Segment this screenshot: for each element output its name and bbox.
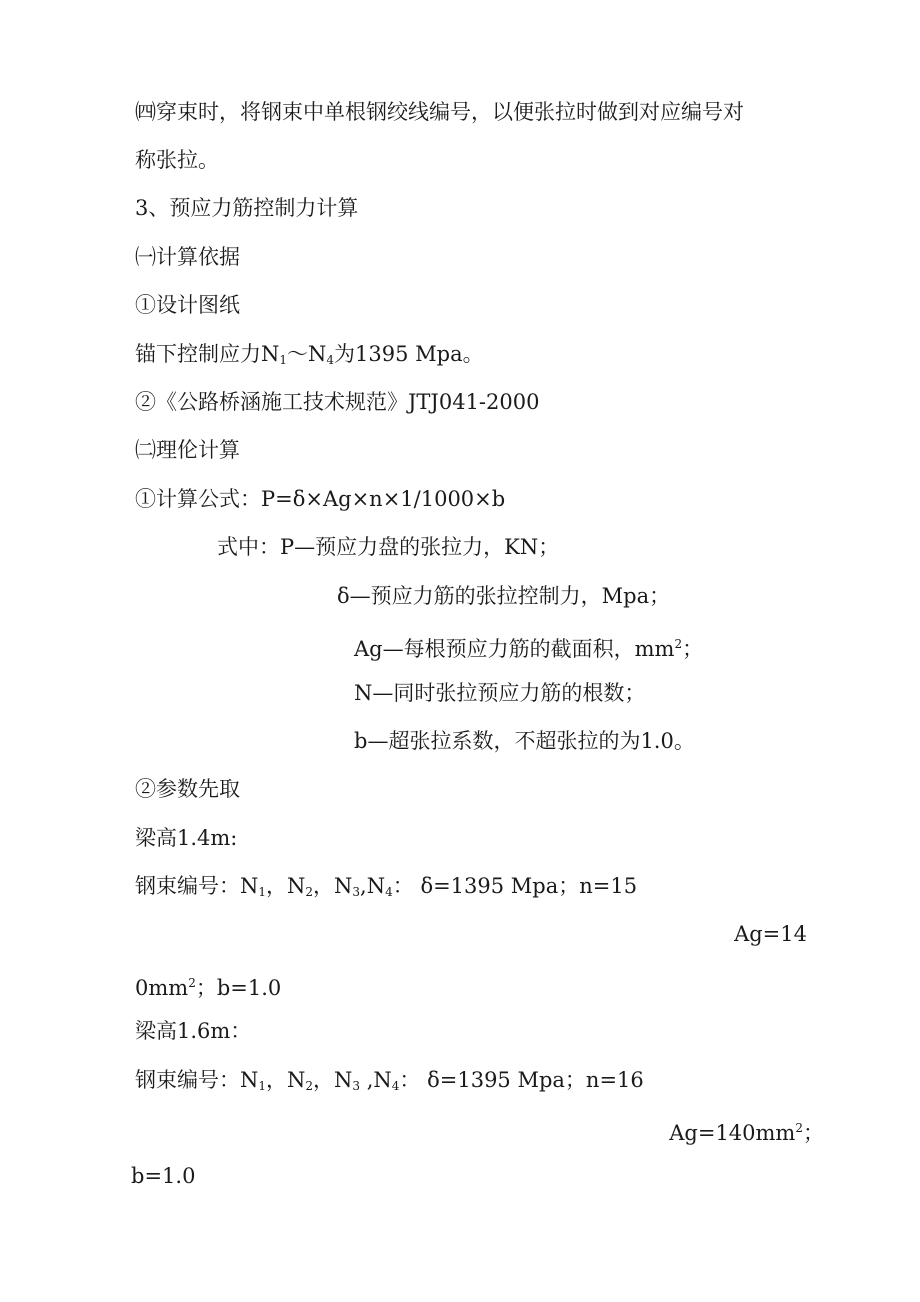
anchor-stress-line: 锚下控制应力$N_1\sim N_4$为1395 Mpa。 xyxy=(135,342,484,367)
beam-height-1-6: 梁高1.6m： xyxy=(135,1019,252,1043)
text-line-1: ㈣穿束时，将钢束中单根钢绞线编号，以便张拉时做到对应编号对 xyxy=(135,100,744,124)
item-design-drawings: ①设计图纸 xyxy=(135,293,240,317)
section-heading-3: 3、预应力筋控制力计算 xyxy=(135,196,359,220)
area-1-4-part2: $0mm^2$；b=1.0 xyxy=(135,976,282,1000)
beam-height-1-4: 梁高1.4m: xyxy=(135,826,238,850)
formula-def-b: b—超张拉系数，不超张拉的为1.0。 xyxy=(354,729,695,753)
formula-line: ①计算公式：P=δ×Ag×n×1/1000×b xyxy=(135,487,506,511)
area-1-6-part1: $Ag=140mm^2$； xyxy=(669,1121,824,1145)
text-line-2: 称张拉。 xyxy=(135,148,219,172)
area-1-6-part2: b=1.0 xyxy=(131,1164,196,1188)
subheading-calc-basis: ㈠计算依据 xyxy=(135,245,240,269)
formula-def-N: N—同时张拉预应力筋的根数； xyxy=(354,681,646,705)
item-spec-reference: ②《公路桥涵施工技术规范》JTJ041-2000 xyxy=(135,390,540,414)
area-1-4-part1: Ag=14 xyxy=(734,922,807,946)
strand-ids-1-6: 钢束编号：$N_1$，$N_2$，$N_3$ $,N_4$： δ=1395 Mpa；n=16 xyxy=(135,1068,644,1093)
strand-ids-1-4: 钢束编号：$N_1$，$N_2$，$N_3,N_4$： δ=1395 Mpa；n=15 xyxy=(135,874,638,899)
formula-def-delta: δ—预应力筋的张拉控制力，Mpa； xyxy=(337,584,671,608)
subheading-theory-calc: ㈡理伦计算 xyxy=(135,438,240,462)
item-param-selection: ②参数先取 xyxy=(135,777,240,801)
formula-def-Ag: Ag—每根预应力筋的截面积，$mm^2$； xyxy=(354,637,704,661)
formula-def-P: 式中：P—预应力盘的张拉力，KN； xyxy=(217,535,560,559)
